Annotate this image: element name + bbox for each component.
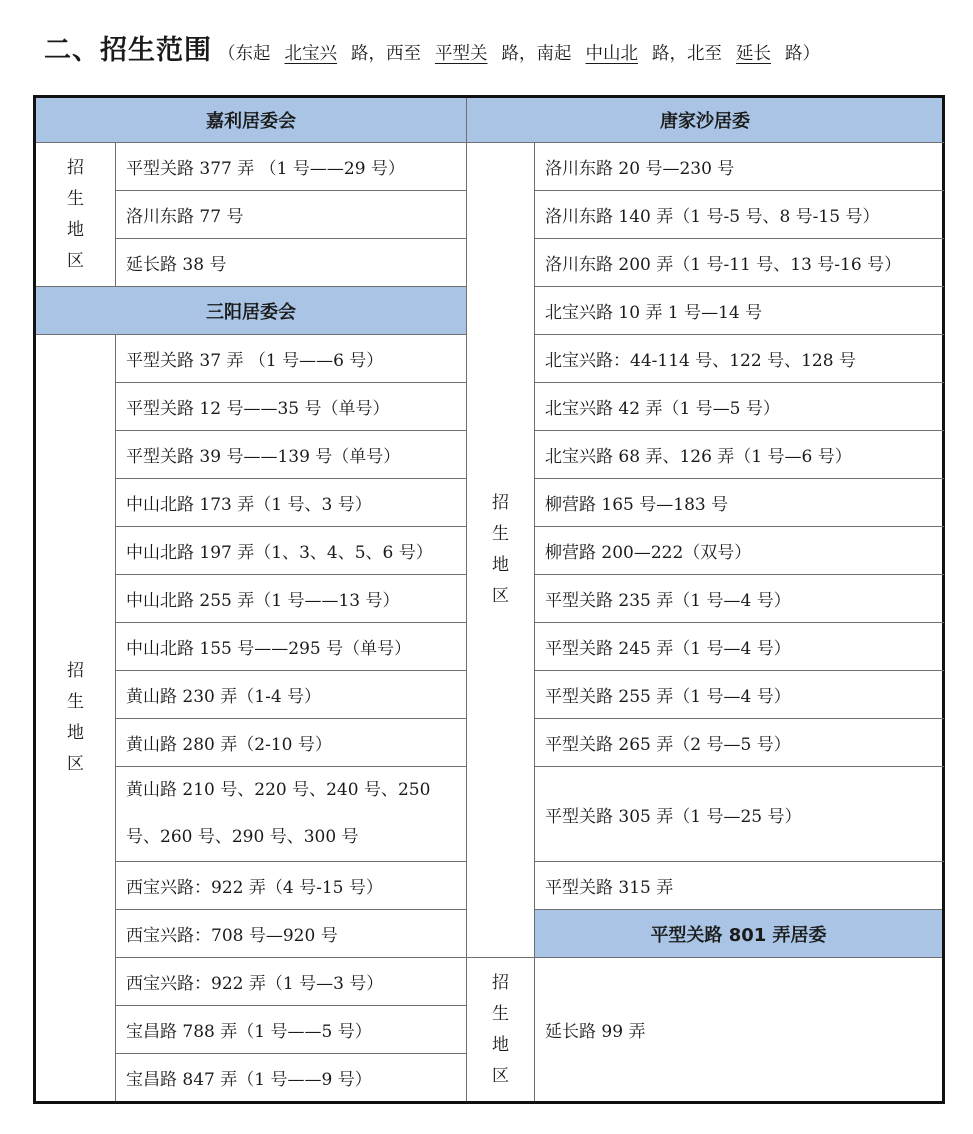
address-row: 延长路 38 号: [116, 239, 467, 287]
address-row: 黄山路 210 号、220 号、240 号、250 号、260 号、290 号、300 号: [116, 767, 467, 862]
committee-header-tangjiasha: 唐家沙居委: [467, 97, 944, 143]
section-title: 二、招生范围: [44, 35, 212, 66]
address-row: 中山北路 255 弄（1 号——13 号）: [116, 575, 467, 623]
west-boundary-road: 平型关: [435, 44, 488, 64]
address-row: 洛川东路 77 号: [116, 191, 467, 239]
committee-header-sanyang: 三阳居委会: [35, 287, 467, 335]
south-boundary-road: 中山北: [585, 44, 638, 64]
committee-header-jiali: 嘉利居委会: [35, 97, 467, 143]
address-row: 平型关路 12 号——35 号（单号）: [116, 383, 467, 431]
address-row: 平型关路 315 弄: [535, 862, 944, 910]
committee-header-pingxingguan-801: 平型关路 801 弄居委: [535, 910, 944, 958]
address-row: 北宝兴路 42 弄（1 号—5 号）: [535, 383, 944, 431]
address-row: 西宝兴路：708 号—920 号: [116, 910, 467, 958]
address-row: 柳营路 165 号—183 号: [535, 479, 944, 527]
address-row: 平型关路 377 弄 （1 号——29 号）: [116, 143, 467, 191]
address-row: 北宝兴路 10 弄 1 号—14 号: [535, 287, 944, 335]
address-row: 中山北路 173 弄（1 号、3 号）: [116, 479, 467, 527]
address-row: 中山北路 197 弄（1、3、4、5、6 号）: [116, 527, 467, 575]
section-heading: [44, 28, 820, 67]
address-row: 北宝兴路：44-114 号、122 号、128 号: [535, 335, 944, 383]
north-boundary-road: 延长: [736, 44, 771, 64]
address-row: 柳营路 200—222（双号）: [535, 527, 944, 575]
address-row: 西宝兴路：922 弄（4 号-15 号）: [116, 862, 467, 910]
address-row: 平型关路 255 弄（1 号—4 号）: [535, 671, 944, 719]
address-row: 宝昌路 788 弄（1 号——5 号）: [116, 1006, 467, 1054]
address-row: 延长路 99 弄: [535, 958, 944, 1103]
address-row: 平型关路 39 号——139 号（单号）: [116, 431, 467, 479]
address-row: 洛川东路 20 号—230 号: [535, 143, 944, 191]
address-row: 平型关路 37 弄 （1 号——6 号）: [116, 335, 467, 383]
enrollment-area-table: [33, 95, 945, 1104]
address-row: 洛川东路 140 弄（1 号-5 号、8 号-15 号）: [535, 191, 944, 239]
address-row: 平型关路 235 弄（1 号—4 号）: [535, 575, 944, 623]
east-boundary-road: 北宝兴: [284, 44, 337, 64]
enrollment-area-label: 招 生 地 区: [35, 335, 116, 1103]
enrollment-area-label: 招 生 地 区: [35, 143, 116, 287]
address-row: 宝昌路 847 弄（1 号——9 号）: [116, 1054, 467, 1103]
address-row: 西宝兴路：922 弄（1 号—3 号）: [116, 958, 467, 1006]
address-row: 平型关路 245 弄（1 号—4 号）: [535, 623, 944, 671]
address-row: 洛川东路 200 弄（1 号-11 号、13 号-16 号）: [535, 239, 944, 287]
address-row: 平型关路 305 弄（1 号—25 号）: [535, 767, 944, 862]
address-row: 黄山路 230 弄（1-4 号）: [116, 671, 467, 719]
address-row: 黄山路 280 弄（2-10 号）: [116, 719, 467, 767]
address-row: 平型关路 265 弄（2 号—5 号）: [535, 719, 944, 767]
address-row: 北宝兴路 68 弄、126 弄（1 号—6 号）: [535, 431, 944, 479]
address-row: 中山北路 155 号——295 号（单号）: [116, 623, 467, 671]
enrollment-area-label: 招 生 地 区: [467, 958, 535, 1103]
enrollment-area-label: 招 生 地 区: [467, 143, 535, 958]
enrollment-boundary: （东起 北宝兴 路，西至 平型关 路，南起 中山北 路，北至 延长 路）: [218, 40, 820, 65]
